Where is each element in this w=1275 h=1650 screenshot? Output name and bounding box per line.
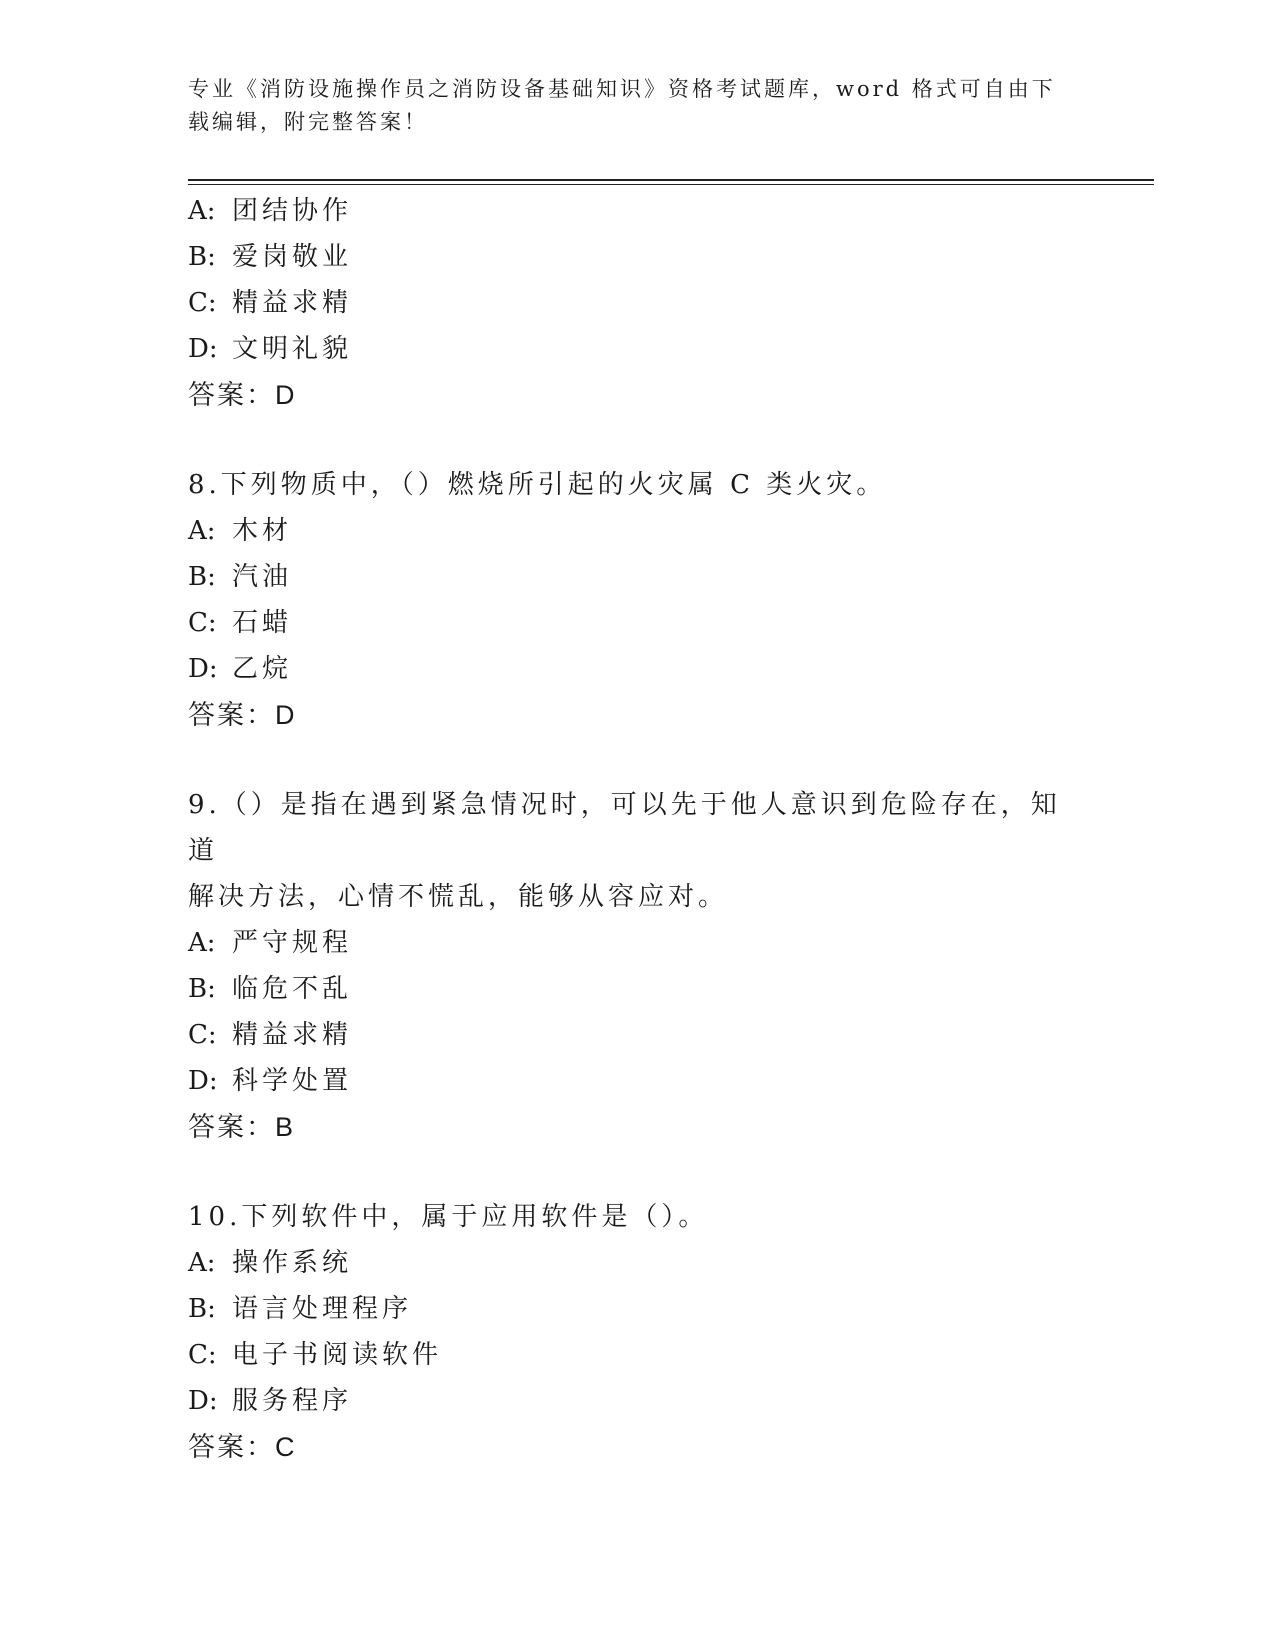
option-text: 严守规程: [232, 928, 353, 958]
option-text: 语言处理程序: [232, 1294, 413, 1324]
option-a: [188, 1240, 1088, 1286]
question-stem-line-1: 9.（）是指在遇到紧急情况时，可以先于他人意识到危险存在，知道: [188, 790, 1061, 866]
option-label: A:: [188, 516, 216, 546]
question-stem: 10.下列软件中，属于应用软件是（）。: [188, 1202, 709, 1232]
option-text: 爱岗敬业: [232, 242, 353, 272]
option-label: B:: [188, 562, 216, 592]
option-label: D:: [188, 1386, 218, 1416]
option-label: C:: [188, 608, 217, 638]
option-label: B:: [188, 974, 216, 1004]
option-b: [188, 1286, 1088, 1332]
question-9: [188, 782, 1088, 1150]
header-divider: [188, 179, 1154, 185]
answer-line: 答案：D: [188, 380, 297, 410]
option-text: 乙烷: [232, 654, 293, 684]
option-d: [188, 1378, 1088, 1424]
option-c: [188, 1012, 1088, 1058]
option-a: [188, 188, 1088, 234]
question-10: [188, 1194, 1088, 1470]
question-8: [188, 462, 1088, 738]
option-text: 科学处置: [232, 1066, 353, 1096]
document-header: 专业《消防设施操作员之消防设备基础知识》资格考试题库，word 格式可自由下载编辑，附完整答案！: [188, 77, 1056, 134]
option-text: 精益求精: [232, 288, 353, 318]
option-b: [188, 234, 1088, 280]
option-label: C:: [188, 1340, 217, 1370]
option-text: 团结协作: [232, 196, 353, 226]
option-b: [188, 554, 1088, 600]
option-text: 服务程序: [232, 1386, 353, 1416]
option-label: C:: [188, 1020, 217, 1050]
option-text: 临危不乱: [232, 974, 353, 1004]
question-stem-line-2: 解决方法，心情不慌乱，能够从容应对。: [188, 882, 729, 912]
option-text: 文明礼貌: [232, 334, 353, 364]
answer-line: 答案：B: [188, 1112, 296, 1142]
option-b: [188, 966, 1088, 1012]
option-label: D:: [188, 334, 218, 364]
question-stem: 8.下列物质中，（）燃烧所引起的火灾属 C 类火灾。: [188, 470, 887, 500]
option-label: C:: [188, 288, 217, 318]
answer-line: 答案：C: [188, 1432, 297, 1462]
option-label: A:: [188, 196, 216, 226]
question-7: [188, 188, 1088, 418]
option-text: 操作系统: [232, 1248, 353, 1278]
answer-line: 答案：D: [188, 700, 297, 730]
option-d: [188, 646, 1088, 692]
option-text: 电子书阅读软件: [232, 1340, 443, 1370]
option-text: 石蜡: [232, 608, 293, 638]
option-text: 精益求精: [232, 1020, 353, 1050]
option-c: [188, 280, 1088, 326]
option-c: [188, 1332, 1088, 1378]
option-label: D:: [188, 1066, 218, 1096]
option-a: [188, 920, 1088, 966]
option-c: [188, 600, 1088, 646]
option-label: A:: [188, 928, 216, 958]
option-label: B:: [188, 242, 216, 272]
option-a: [188, 508, 1088, 554]
option-label: B:: [188, 1294, 216, 1324]
question-list: [188, 188, 1088, 1470]
option-text: 木材: [232, 516, 293, 546]
option-text: 汽油: [232, 562, 293, 592]
option-label: D:: [188, 654, 218, 684]
option-label: A:: [188, 1248, 216, 1278]
option-d: [188, 326, 1088, 372]
option-d: [188, 1058, 1088, 1104]
